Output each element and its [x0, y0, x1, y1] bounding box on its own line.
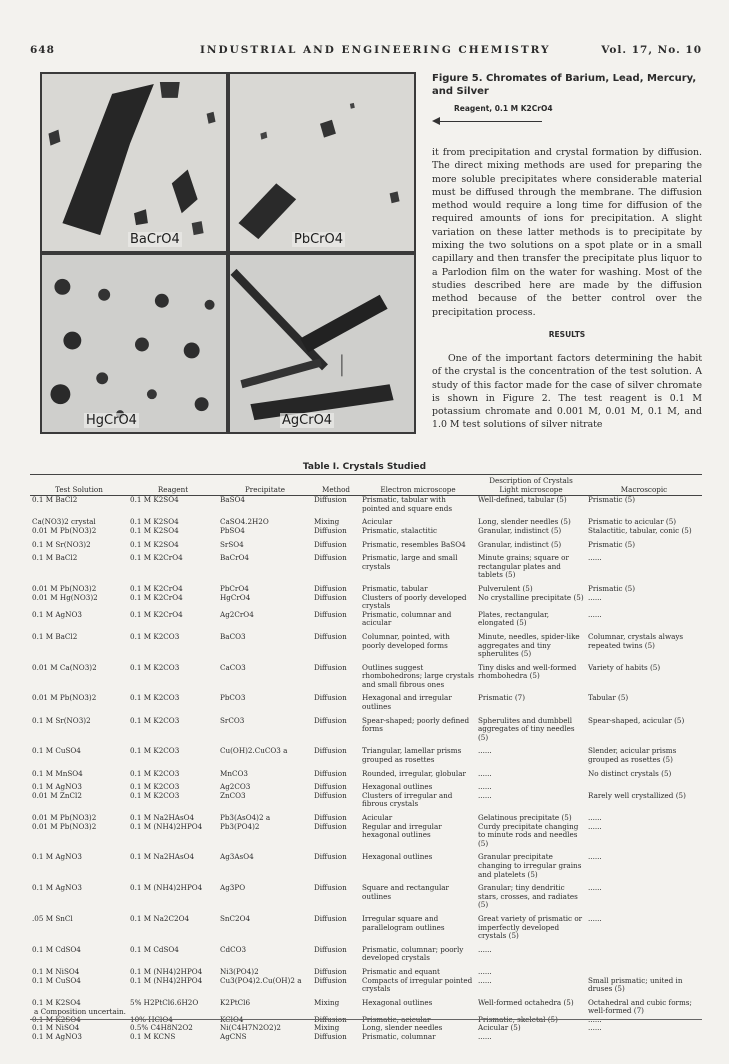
- column-header: Macroscopic: [586, 486, 702, 496]
- table-cell: 0.1 M CdSO4: [32, 944, 81, 954]
- micrograph-hgcro4: [42, 255, 226, 432]
- table-cell: 0.1 M (NH4)2HPO4: [130, 966, 203, 976]
- table-cell: 0.01 M Pb(NO3)2: [32, 583, 97, 593]
- table-cell: 0.1 M Sr(NO3)2: [32, 715, 91, 725]
- table-cell: Cu(OH)2.CuCO3 a: [220, 746, 288, 756]
- table-cell: 0.1 M K2CO3: [130, 782, 180, 792]
- table-cell: 0.1 M K2SO4: [32, 1014, 81, 1024]
- table-cell: 0.01 M ZnCl2: [32, 790, 82, 800]
- table-cell: ......: [478, 966, 492, 976]
- table-cell: PbCO3: [220, 693, 246, 703]
- table-cell: ZnCO3: [220, 790, 246, 800]
- table-cell: Tiny disks and well-formed rhombohedra (5): [478, 662, 577, 681]
- table-cell: Spherulites and dumbbell aggregates of tiny needles (5): [478, 715, 575, 742]
- table-cell: 0.1 M K2CO3: [130, 631, 180, 641]
- table-cell: Diffusion: [314, 813, 347, 822]
- table-row: [30, 633, 702, 664]
- table-cell: 0.01 M Ca(NO3)2: [32, 662, 97, 672]
- table-cell: Diffusion: [314, 715, 347, 725]
- table-cell: 0.1 M (NH4)2HPO4: [130, 975, 203, 985]
- table-cell: Diffusion: [314, 746, 347, 756]
- table-cell: Clusters of poorly developed crystals: [362, 592, 467, 611]
- table-cell: 0.1 M AgNO3: [32, 609, 82, 619]
- table-cell: Hexagonal and irregular outlines: [362, 693, 452, 712]
- table-cell: ......: [588, 852, 602, 862]
- table-cell: 0.1 M NiSO4: [32, 966, 80, 976]
- table-row: [30, 717, 702, 748]
- table-cell: K2PtCl6: [220, 997, 251, 1007]
- table-cell: PbSO4: [220, 525, 245, 535]
- table-cell: Acicular: [362, 813, 393, 822]
- table-cell: Prismatic and equant: [362, 966, 440, 976]
- table-cell: Prismatic to acicular (5): [588, 517, 677, 527]
- table-cell: Acicular: [362, 517, 393, 527]
- table-cell: Ni3(PO4)2: [220, 966, 259, 976]
- table-cell: 0.1 M K2SO4: [130, 495, 179, 505]
- table-cell: Stalactitic, tabular, conic (5): [588, 525, 692, 535]
- panel-label: BaCrO4: [130, 232, 180, 247]
- figure-5-micrographs: [40, 72, 416, 434]
- table-cell: 0.1 M NiSO4: [32, 1023, 80, 1033]
- panel-label: AgCrO4: [282, 413, 333, 428]
- table-cell: Octahedral and cubic forms; well-formed (7): [588, 997, 692, 1016]
- column-header: Electron microscope: [360, 486, 476, 496]
- table-cell: Diffusion: [314, 768, 347, 778]
- table-cell: SnC2O4: [220, 913, 251, 923]
- table-cell: ......: [588, 883, 602, 893]
- table-cell: ......: [478, 790, 492, 800]
- table-cell: Ag3PO: [220, 883, 246, 893]
- table-cell: Hexagonal outlines: [362, 852, 433, 862]
- table-cell: Prismatic, resembles BaSO4: [362, 539, 466, 549]
- table-cell: Ca(NO3)2 crystal: [32, 517, 96, 527]
- table-cell: 0.1 M AgNO3: [32, 852, 82, 862]
- table-cell: 0.01 M Pb(NO3)2: [32, 693, 97, 703]
- table-cell: Curdy precipitate changing to minute rods and needles (5): [478, 821, 579, 848]
- table-cell: 0.1 M CuSO4: [32, 746, 81, 756]
- caption-title: Figure 5. Chromates of Barium, Lead, Mercury, and Silver: [432, 73, 697, 97]
- table-cell: 0.1 M Na2HAsO4: [130, 813, 195, 822]
- table-cell: Columnar, crystals always repeated twins (5): [588, 631, 684, 650]
- table-cell: Prismatic (5): [588, 539, 636, 549]
- table-cell: ......: [478, 975, 492, 985]
- table-cell: HgCrO4: [220, 592, 251, 602]
- caption-reagent: Reagent, 0.1 M K2CrO4: [454, 104, 553, 113]
- table-cell: Diffusion: [314, 966, 347, 976]
- column-header: Reagent: [128, 486, 218, 496]
- table-cell: Acicular (5): [478, 1023, 521, 1033]
- table-cell: Granular, indistinct (5): [478, 525, 562, 535]
- table-footnote: a Composition uncertain.: [34, 1007, 126, 1016]
- table-cell: ......: [478, 1032, 492, 1042]
- table-cell: 0.01 M Pb(NO3)2: [32, 525, 97, 535]
- table-cell: 0.1 M BaCl2: [32, 631, 78, 641]
- column-header: Light microscope: [476, 486, 586, 496]
- table-row: [30, 823, 702, 854]
- table-row: [30, 999, 702, 1016]
- table-row: [30, 792, 702, 814]
- table-cell: Outlines suggest rhombohedrons; large crystals and small fibrous ones: [362, 662, 474, 689]
- body-paragraph-1: it from precipitation and crystal formation by diffusion. The direct mixing methods are used for preparing the more soluble precipitates where considerable material must be diffused through the membrane. The diffusion method would require a long time for diffusion of the required amounts of ions for precipitation. A slight variation on these latter methods is to precipitate by mixing the two solutions on a spot plate or in a small capillary and then transfer the precipitate plus liquor to a Parlodion film on the water for washing. Most of the studies described here are made by the diffusion method because of the better control over the precipitation process.: [432, 147, 702, 318]
- table-cell: 0.1 M K2CO3: [130, 693, 180, 703]
- table-cell: BaCO3: [220, 631, 246, 641]
- table-cell: Clusters of irregular and fibrous crystals: [362, 790, 453, 809]
- table-cell: Diffusion: [314, 821, 347, 831]
- table-cell: AgCNS: [220, 1032, 247, 1042]
- table-cell: 0.1 M MnSO4: [32, 768, 83, 778]
- table-cell: Prismatic, stalactitic: [362, 525, 438, 535]
- table-cell: Prismatic (7): [478, 693, 526, 703]
- table-body: [30, 496, 702, 1042]
- table-cell: Hexagonal outlines: [362, 997, 433, 1007]
- table-cell: Pb3(AsO4)2 a: [220, 813, 271, 822]
- table-cell: Diffusion: [314, 553, 347, 563]
- table-cell: Diffusion: [314, 790, 347, 800]
- table-cell: Tabular (5): [588, 693, 629, 703]
- table-cell: Diffusion: [314, 539, 347, 549]
- table-cell: BaSO4: [220, 495, 245, 505]
- table-cell: No distinct crystals (5): [588, 768, 672, 778]
- table-cell: ......: [588, 913, 602, 923]
- table-cell: Granular precipitate changing to irregular grains and platelets (5): [478, 852, 582, 879]
- table-cell: SrCO3: [220, 715, 245, 725]
- table-cell: Well-formed octahedra (5): [478, 997, 574, 1007]
- table-cell: Diffusion: [314, 883, 347, 893]
- table-row: [30, 694, 702, 716]
- table-cell: Prismatic, skeletal (5): [478, 1014, 558, 1024]
- table-cell: 0.1 M BaCl2: [32, 495, 78, 505]
- table-cell: 0.01 M Pb(NO3)2: [32, 821, 97, 831]
- table-cell: Rarely well crystallized (5): [588, 790, 686, 800]
- table-cell: 0.1 M K2CO3: [130, 768, 180, 778]
- table-cell: Diffusion: [314, 592, 347, 602]
- table-cell: Mixing: [314, 1023, 340, 1033]
- table-cell: Great variety of prismatic or imperfectly developed crystals (5): [478, 913, 583, 941]
- bottom-rule: [30, 1019, 702, 1020]
- table-cell: 0.1 M K2CO3: [130, 790, 180, 800]
- table-cell: Well-defined, tabular (5): [478, 495, 567, 505]
- table-cell: Prismatic, columnar: [362, 1032, 436, 1042]
- table-row: [30, 594, 702, 611]
- figure-caption: [432, 72, 702, 125]
- table-cell: Prismatic, tabular with pointed and square ends: [362, 495, 453, 513]
- table-row: [30, 664, 702, 695]
- table-cell: 0.1 M (NH4)2HPO4: [130, 883, 203, 893]
- table-cell: 0.1 M K2SO4: [130, 539, 179, 549]
- table-cell: Diffusion: [314, 782, 347, 792]
- panel-label: HgCrO4: [86, 413, 137, 428]
- table-cell: Diffusion: [314, 913, 347, 923]
- table-cell: CdCO3: [220, 944, 247, 954]
- table-cell: Ni(C4H7N2O2)2: [220, 1023, 282, 1033]
- table-cell: 0.1 M AgNO3: [32, 782, 82, 792]
- table-cell: Triangular, lamellar prisms grouped as rosettes: [362, 746, 462, 765]
- table-cell: 0.01 M Hg(NO3)2: [32, 592, 98, 602]
- table-row: [30, 946, 702, 968]
- table-cell: Diffusion: [314, 662, 347, 672]
- table-cell: Diffusion: [314, 693, 347, 703]
- table-row: [30, 747, 702, 769]
- table-cell: Prismatic (5): [588, 495, 636, 505]
- table-cell: Minute, needles, spider-like aggregates and tiny spherulites (5): [478, 631, 580, 659]
- table-cell: Square and rectangular outlines: [362, 883, 449, 901]
- column-header: Method: [312, 486, 360, 496]
- table-cell: Cu3(PO4)2.Cu(OH)2 a: [220, 975, 302, 985]
- table-cell: BaCrO4: [220, 553, 249, 563]
- micrograph-ag2cro4: [230, 255, 414, 432]
- table-cell: Mixing: [314, 997, 340, 1007]
- table-cell: 0.1 M K2SO4: [32, 997, 81, 1007]
- table-cell: Plates, rectangular, elongated (5): [478, 609, 550, 628]
- table-cell: 0.1 M (NH4)2HPO4: [130, 821, 203, 831]
- table-cell: Diffusion: [314, 495, 347, 505]
- table-cell: Diffusion: [314, 631, 347, 641]
- table-cell: ......: [588, 813, 602, 822]
- table-cell: ......: [478, 746, 492, 756]
- table-cell: Small prismatic; united in druses (5): [588, 975, 683, 994]
- table-cell: 0.1 M BaCl2: [32, 553, 78, 563]
- table-cell: Diffusion: [314, 583, 347, 593]
- table-cell: Slender, acicular prisms grouped as rosettes (5): [588, 746, 677, 765]
- table-cell: 0.1 M CuSO4: [32, 975, 81, 985]
- table-cell: ......: [588, 592, 602, 602]
- table-cell: 0.1 M CdSO4: [130, 944, 179, 954]
- table-cell: Granular, indistinct (5): [478, 539, 562, 549]
- table-cell: ......: [588, 609, 602, 619]
- table-cell: Spear-shaped; poorly defined forms: [362, 715, 470, 734]
- table-cell: 0.1 M Na2HAsO4: [130, 852, 195, 862]
- table-cell: 0.01 M Pb(NO3)2: [32, 813, 97, 822]
- left-arrow-icon: [432, 117, 542, 125]
- table-cell: Columnar, pointed, with poorly developed forms: [362, 631, 450, 650]
- table-cell: Long, slender needles (5): [478, 517, 571, 527]
- page-number: 648: [30, 44, 55, 56]
- table-cell: SrSO4: [220, 539, 244, 549]
- table-cell: Granular; tiny dendritic stars, crosses, and radiates (5): [478, 883, 578, 910]
- table-cell: 0.1 M KCNS: [130, 1032, 176, 1042]
- table-cell: Irregular square and parallelogram outlines: [362, 913, 445, 932]
- table-row: [30, 496, 702, 519]
- micrograph-pbcro4: [230, 74, 414, 251]
- table-cell: 0.1 M K2CrO4: [130, 553, 183, 563]
- table-cell: Prismatic, tabular: [362, 583, 428, 593]
- description-group-header: Description of Crystals: [360, 475, 702, 486]
- table-cell: Prismatic, columnar and acicular: [362, 609, 452, 628]
- table-cell: MnCO3: [220, 768, 248, 778]
- table-cell: 0.5% C4H8N2O2: [130, 1023, 193, 1033]
- table-cell: 10% HClO4: [130, 1014, 173, 1024]
- table-cell: 5% H2PtCl6.6H2O: [130, 997, 199, 1007]
- panel-label: PbCrO4: [294, 232, 344, 247]
- table-cell: 0.1 M AgNO3: [32, 883, 82, 893]
- table-cell: Compacts of irregular pointed crystals: [362, 975, 473, 994]
- table-cell: 0.1 M K2SO4: [130, 517, 179, 527]
- table-cell: Pulverulent (5): [478, 583, 533, 593]
- table-row: [30, 915, 702, 946]
- table-row: [30, 611, 702, 633]
- journal-title: INDUSTRIAL AND ENGINEERING CHEMISTRY: [200, 44, 551, 56]
- table-cell: Prismatic, columnar; poorly developed crystals: [362, 944, 464, 963]
- table-cell: Diffusion: [314, 944, 347, 954]
- table-cell: Ag3AsO4: [220, 852, 254, 862]
- section-heading-results: RESULTS: [548, 330, 586, 339]
- table-cell: Minute grains; square or rectangular plates and tablets (5): [478, 553, 569, 580]
- running-header: [30, 44, 702, 58]
- table-cell: ......: [588, 1014, 602, 1024]
- table-row: [30, 527, 702, 541]
- table-cell: Regular and irregular hexagonal outlines: [362, 821, 442, 840]
- table-cell: ......: [478, 768, 492, 778]
- table-cell: Mixing: [314, 517, 340, 527]
- table-cell: Gelatinous precipitate (5): [478, 813, 572, 822]
- table-cell: 0.1 M Na2C2O4: [130, 913, 190, 923]
- table-cell: ......: [478, 944, 492, 954]
- table-cell: .05 M SnCl: [32, 913, 73, 923]
- table-cell: Diffusion: [314, 1014, 347, 1024]
- column-header: Test Solution: [30, 486, 128, 496]
- table-cell: ......: [588, 1023, 602, 1033]
- table-cell: CaSO4.2H2O: [220, 517, 269, 527]
- table-cell: Diffusion: [314, 852, 347, 862]
- table-cell: Diffusion: [314, 975, 347, 985]
- hgcro4-crystals-image: [42, 255, 226, 432]
- table-cell: Variety of habits (5): [588, 662, 661, 672]
- table-cell: 0.1 M Sr(NO3)2: [32, 539, 91, 549]
- table-cell: [586, 1033, 702, 1042]
- crystals-table: [30, 474, 702, 1042]
- table-row: [30, 884, 702, 915]
- ag2cro4-crystals-image: [230, 255, 414, 432]
- table-cell: [586, 946, 702, 968]
- table-cell: 0.1 M K2CrO4: [130, 609, 183, 619]
- table-cell: Diffusion: [314, 525, 347, 535]
- table-row: [30, 853, 702, 884]
- table-row: [30, 770, 702, 784]
- column-header: Precipitate: [218, 486, 312, 496]
- table-cell: ......: [478, 782, 492, 792]
- table-cell: Prismatic, large and small crystals: [362, 553, 458, 571]
- table-cell: PbCrO4: [220, 583, 249, 593]
- table-cell: Rounded, irregular, globular: [362, 768, 466, 778]
- table-cell: Ag2CrO4: [220, 609, 254, 619]
- table-cell: 0.1 M K2CO3: [130, 715, 180, 725]
- table-cell: No crystalline precipitate (5): [478, 592, 584, 602]
- table-cell: Hexagonal outlines: [362, 782, 433, 792]
- bacro4-crystals-image: [42, 74, 226, 251]
- table-row: [30, 554, 702, 585]
- table-cell: Ag2CO3: [220, 782, 251, 792]
- body-paragraph-2: One of the important factors determining the habit of the crystal is the concentration of the test solution. A study of this factor made for the case of silver chromate is shown in Figure 2. The test reagent is 0.1 M potassium chromate and 0.001 M, 0.01 M, 0.1 M, and 1.0 M test solutions of silver nitrate: [432, 353, 702, 431]
- table-cell: Prismatic (5): [588, 583, 636, 593]
- table-title: Table I. Crystals Studied: [302, 462, 427, 472]
- table-cell: 0.1 M AgNO3: [32, 1032, 82, 1042]
- table-cell: Diffusion: [314, 609, 347, 619]
- table-cell: Prismatic, acicular: [362, 1014, 431, 1024]
- table-cell: 0.1 M K2SO4: [130, 525, 179, 535]
- volume-issue: Vol. 17, No. 10: [601, 44, 702, 56]
- table-cell: Long, slender needles: [362, 1023, 443, 1033]
- table-cell: Spear-shaped, acicular (5): [588, 715, 685, 725]
- table-cell: 0.1 M K2CO3: [130, 746, 180, 756]
- table-cell: Pb3(PO4)2: [220, 821, 260, 831]
- pbcro4-crystals-image: [230, 74, 414, 251]
- table-cell: 0.1 M K2CrO4: [130, 592, 183, 602]
- table-cell: CaCO3: [220, 662, 246, 672]
- table-row: [30, 1033, 702, 1042]
- table-row: [30, 977, 702, 999]
- table-cell: Diffusion: [314, 1032, 347, 1042]
- table-cell: 0.1 M K2CO3: [130, 662, 180, 672]
- table-cell: ......: [588, 821, 602, 831]
- table-cell: ......: [588, 553, 602, 563]
- table-cell: 0.1 M K2CrO4: [130, 583, 183, 593]
- table-cell: KClO4: [220, 1014, 244, 1024]
- micrograph-bacro4: [42, 74, 226, 251]
- table-row: [30, 541, 702, 555]
